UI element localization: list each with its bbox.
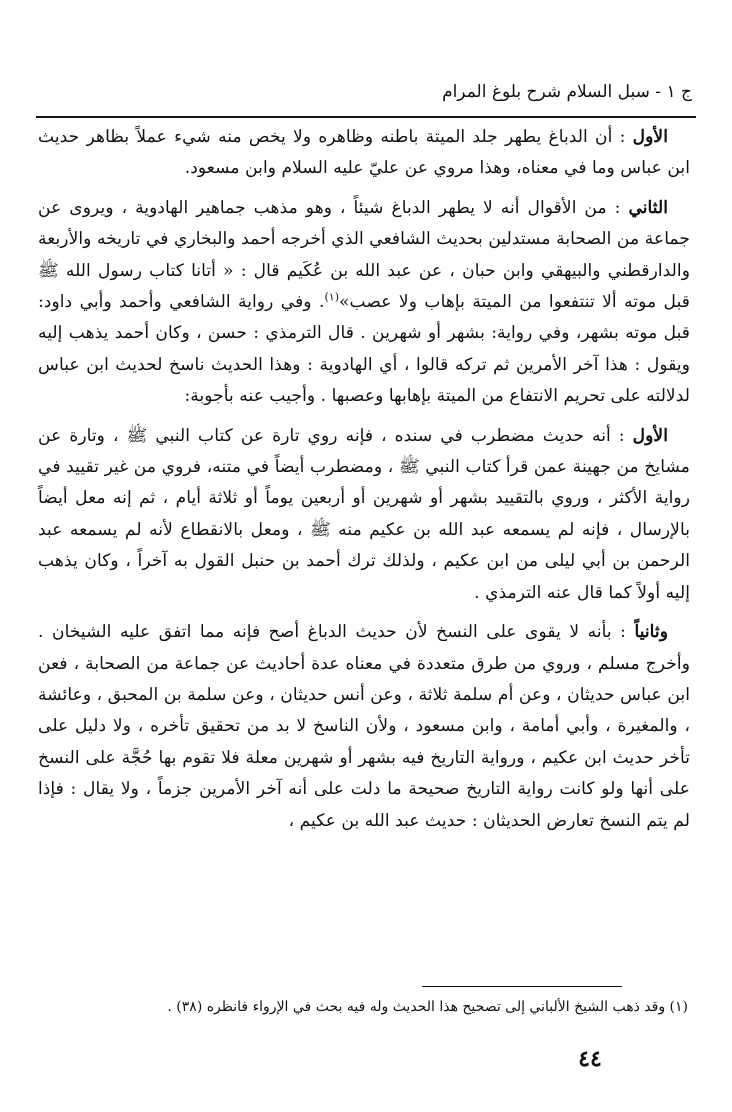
paragraph-text: : بأنه لا يقوى على النسخ لأن حديث الدباغ أصح فإنه مما اتفق عليه الشيخان . وأخرج مسلم ، وروي من طرق متعددة في معناه عدة أحاديث عن جماعة من الصحابة ، فعن ابن عباس حديثان ، وعن أم سلمة ثلاثة ، وعن أنس حديثان ، وعن سلمة بن المحبق ، وعائشة ، والمغيرة ، وأبي أمامة ، وابن مسعود ، ولأن الناسخ لا بد من تحقيق تأخره ، ولا دليل على تأخر حديث ابن عكيم ، ورواية التاريخ فيه بشهر أو شهرين معلة فلا تقوم بها حُجَّة على النسخ على أنها ولو كانت رواية التاريخ صحيحة ما دلت على أنه آخر الأمرين جزماً ، ولا يقال : فإذا لم يتم النسخ تعارض الحديثان : حديث عبد الله بن عكيم ، [38,622,690,831]
paragraph-first-reply [38,421,690,609]
paragraph-text: : من الأقوال أنه لا يطهر الدباغ شيئاً ، وهو مذهب جماهير الهادوية ، ويروى عن جماعة من الصحابة مستدلين بحديث الشافعي الذي أخرجه أحمد والبخاري في تاريخه والأربعة والدارقطني والبيهقي وابن حبان ، عن عبد الله بن عُكَيم قال : « أتانا كتاب رسول الله ﷺ قبل موته ألا تنتفعوا من الميتة بإهاب ولا عصب» [38,197,690,313]
footnote: (١) وقد ذهب الشيخ الألباني إلى تصحيح هذا الحديث وله فيه بحث في الإرواء فانظره (٣٨) . [167,999,688,1015]
header-rule [36,116,696,118]
footnote-reference[interactable]: (١) [324,290,339,304]
paragraph-second-reply [38,617,690,837]
page-number: ٤٤ [578,1046,602,1072]
footnote-rule [422,986,622,987]
paragraph-lead: وثانياً [634,622,668,643]
paragraph-text-continued: . وفي رواية الشافعي وأحمد وأبي داود: قبل موته بشهر، وفي رواية: بشهر أو شهرين . قال الترمذي : حسن ، وكان أحمد يذهب إليه ويقول : هذا آخر الأمرين ثم تركه قالوا ، أي الهادوية : وهذا الحديث ناسخ لحديث ابن عباس لدلالته على تحريم الانتفاع من الميتة بإهابها وعصبها . وأجيب عنه بأجوبة: [38,292,690,407]
main-text [38,122,690,845]
paragraph-lead: الأول [632,127,668,147]
running-header: ج ١ - سبل السلام شرح بلوغ المرام [442,82,692,102]
paragraph-text: : أن الدباغ يطهر جلد الميتة باطنه وظاهره ولا يخص منه شيء عملاً بظاهر حديث ابن عباس وما في معناه، وهذا مروي عن عليّ عليه السلام وابن مسعود. [38,127,690,179]
paragraph-text: : أنه حديث مضطرب في سنده ، فإنه روي تارة عن كتاب النبي ﷺ ، وتارة عن مشايخ من جهينة عمن قرأ كتاب النبي ﷺ ، ومضطرب أيضاً في متنه، فروي من غير تقييد في رواية الأكثر ، وروي بالتقييد بشهر أو شهرين أو أربعين يوماً أو ثلاثة أيام ، ثم إنه معل أيضاً بالإرسال ، فإنه لم يسمعه عبد الله بن عكيم منه ﷺ ، ومعل بالانقطاع لأنه لم يسمعه عبد الرحمن بن أبي ليلى من ابن عكيم ، ولذلك ترك أحمد بن حنبل القول به آخراً ، وكان يذهب إليه أولاً كما قال عنه الترمذي . [38,425,690,603]
paragraph-lead: الثاني [628,197,668,218]
paragraph-first-answer-1 [38,122,690,185]
paragraph-second-opinion [38,193,690,413]
paragraph-lead: الأول [632,425,668,446]
